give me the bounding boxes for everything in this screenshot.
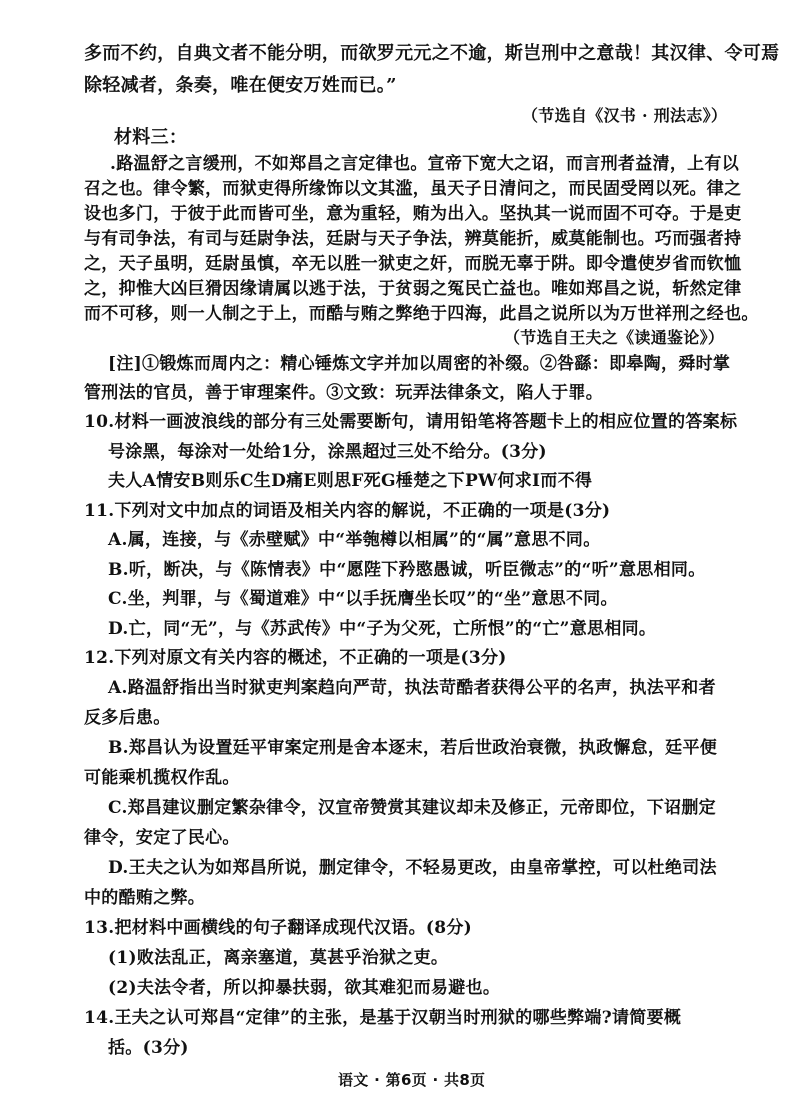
material2-line-1: 多而不约，自典文者不能分明，而欲罗元元之不逾，斯岂刑中之意哉！其汉律、令可焉 xyxy=(84,43,780,64)
question-13-stem: 13.把材料中画横线的句子翻译成现代汉语。(8分) xyxy=(84,918,472,938)
material3-line-2: 召之也。律令繁，而狱吏得所缘饰以文其滥，虽天子日清问之，而民固受罔以死。律之 xyxy=(84,179,742,199)
material3-line-1: .路温舒之言缓刑，不如郑昌之言定律也。宣帝下宽大之诏，而言刑者益清，上有以 xyxy=(110,154,740,174)
material3-heading: 材料三： xyxy=(114,127,188,148)
note-line-1: [注]①锻炼而周内之：精心锤炼文字并加以周密的补缀。②咎繇：即皋陶，舜时掌 xyxy=(108,354,731,374)
page-footer: 语文 · 第6页 · 共8页 xyxy=(338,1071,486,1089)
question-11-option-a: A.属，连接，与《赤壁赋》中“举匏樽以相属”的“属”意思不同。 xyxy=(108,530,601,550)
material3-line-6: 之，抑惟大凶巨猾因缘请属以逃于法，于贫弱之冤民亡益也。唯如郑昌之说，斩然定律 xyxy=(84,279,742,299)
question-10-line-1: 10.材料一画波浪线的部分有三处需要断句，请用铅笔将答题卡上的相应位置的答案标 xyxy=(84,412,738,432)
question-11-option-c: C.坐，判罪，与《蜀道难》中“以手抚膺坐长叹”的“坐”意思不同。 xyxy=(108,589,618,609)
question-12-option-a-line-1: A.路温舒指出当时狱吏判案趋向严苛，执法苛酷者获得公平的名声，执法平和者 xyxy=(108,678,716,698)
question-12-option-c-line-1: C.郑昌建议删定繁杂律令，汉宣帝赞赏其建议却未及修正，元帝即位，下诏删定 xyxy=(108,798,716,818)
question-14-line-2: 括。(3分) xyxy=(108,1038,189,1058)
material2-line-2: 除轻减者，条奏，唯在便安万姓而已。” xyxy=(84,75,397,96)
material3-line-3: 设也多门，于彼于此而皆可坐，意为重轻，贿为出入。坚执其一说而固不可夺。于是吏 xyxy=(84,204,742,224)
question-10-break-text: 夫人A情安B则乐C生D痛E则思F死G棰楚之下PW何求I而不得 xyxy=(108,471,593,491)
question-12-option-c-line-2: 律令，安定了民心。 xyxy=(84,828,240,848)
material2-source: （节选自《汉书 · 刑法志》） xyxy=(522,106,728,125)
question-12-option-b-line-2: 可能乘机揽权作乱。 xyxy=(84,768,240,788)
material3-line-7: 而不可移，则一人制之于上，而酷与贿之弊绝于四海，此昌之说所以为万世祥刑之经也。 xyxy=(84,304,759,324)
question-12-option-a-line-2: 反多后患。 xyxy=(84,708,171,728)
material3-line-5: 之，天子虽明，廷尉虽慎，卒无以胜一狱吏之奸，而脱无辜于阱。即令遣使岁省而钦恤 xyxy=(84,254,742,274)
question-12-option-d-line-2: 中的酷贿之弊。 xyxy=(84,888,206,908)
question-12-option-b-line-1: B.郑昌认为设置廷平审案定刑是舍本逐末，若后世政治衰微，执政懈怠，廷平便 xyxy=(108,738,718,758)
material3-source: （节选自王夫之《读通鉴论》） xyxy=(504,328,725,347)
question-13-item-2: (2)夫法令者，所以抑暴扶弱，欲其难犯而易避也。 xyxy=(108,978,501,998)
question-11-stem: 11.下列对文中加点的词语及相关内容的解说，不正确的一项是(3分) xyxy=(84,500,611,521)
material3-line-4: 与有司争法，有司与廷尉争法，廷尉与天子争法，辨莫能折，威莫能制也。巧而强者持 xyxy=(84,229,742,249)
question-14-line-1: 14.王夫之认可郑昌“定律”的主张，是基于汉朝当时刑狱的哪些弊端?请简要概 xyxy=(84,1008,682,1028)
question-11-option-d: D.亡，同“无”，与《苏武传》中“子为父死，亡所恨”的“亡”意思相同。 xyxy=(108,618,657,639)
note-line-2: 管刑法的官员，善于审理案件。③文致：玩弄法律条文，陷人于罪。 xyxy=(84,383,603,403)
question-10-line-2: 号涂黑，每涂对一处给1分，涂黑超过三处不给分。(3分) xyxy=(108,441,547,462)
question-11-option-b: B.听，断决，与《陈情表》中“愿陛下矜愍愚诚，听臣微志”的“听”意思相同。 xyxy=(108,559,706,580)
question-12-stem: 12.下列对原文有关内容的概述，不正确的一项是(3分) xyxy=(84,648,507,668)
question-12-option-d-line-1: D.王夫之认为如郑昌所说，删定律令，不轻易更改，由皇帝掌控，可以杜绝司法 xyxy=(108,858,717,878)
question-13-item-1: (1)败法乱正，离亲塞道，莫甚乎治狱之吏。 xyxy=(108,948,449,968)
